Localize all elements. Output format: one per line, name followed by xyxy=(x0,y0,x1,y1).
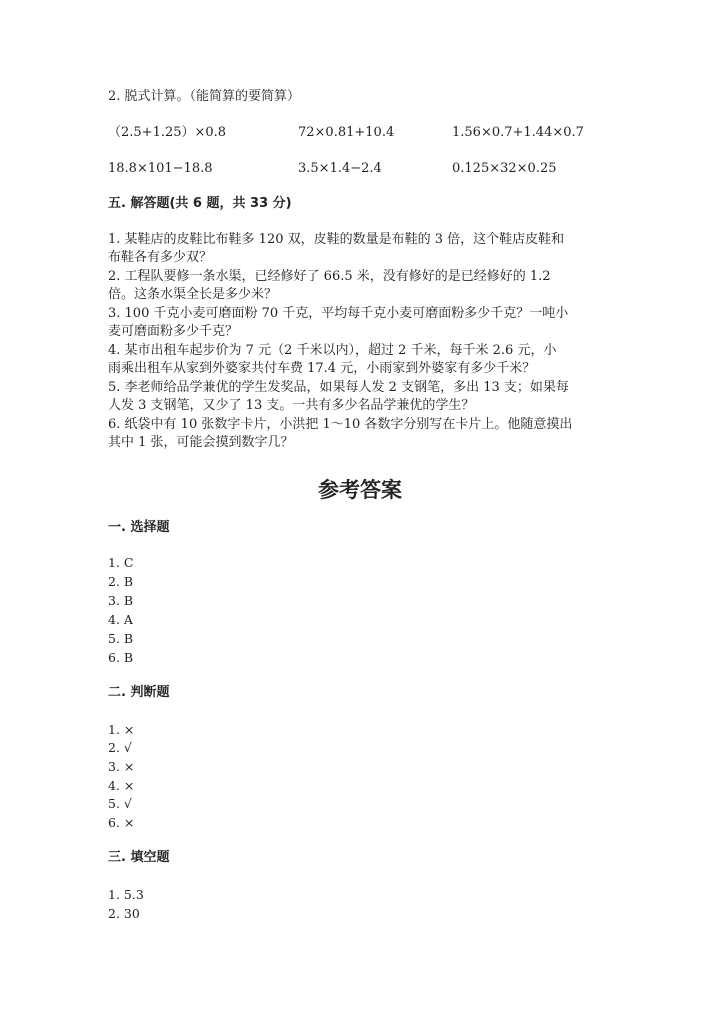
answer-item: 6. B xyxy=(108,650,134,665)
problem-line: 倍。这条水渠全长是多少米？ xyxy=(108,287,278,302)
calc-expression: （2.5+1.25）×0.8 xyxy=(108,125,227,140)
answer-item: 6. × xyxy=(108,815,135,830)
answer-item: 5. √ xyxy=(108,796,132,811)
problem-line: 4. 某市出租车起步价为 7 元（2 千米以内），超过 2 千米，每千米 2.6 元，小 xyxy=(108,343,557,358)
section-heading: 五. 解答题(共 6 题，共 33 分) xyxy=(108,196,292,211)
answer-key-title: 参考答案 xyxy=(318,478,402,502)
calc-expression: 0.125×32×0.25 xyxy=(452,161,557,176)
problem-line: 人发 3 支钢笔，又少了 13 支。一共有多少名品学兼优的学生？ xyxy=(108,398,475,413)
problem-line: 3. 100 千克小麦可磨面粉 70 千克，平均每千克小麦可磨面粉多少千克？一吨小 xyxy=(108,306,569,321)
section-heading: 三. 填空题 xyxy=(108,850,170,865)
calc-expression: 72×0.81+10.4 xyxy=(298,125,395,140)
answer-item: 2. 30 xyxy=(108,906,140,921)
calc-expression: 1.56×0.7+1.44×0.7 xyxy=(452,125,584,140)
problem-line: 布鞋各有多少双？ xyxy=(108,250,213,265)
answer-item: 2. √ xyxy=(108,740,132,755)
problem-line: 1. 某鞋店的皮鞋比布鞋多 120 双，皮鞋的数量是布鞋的 3 倍，这个鞋店皮鞋和 xyxy=(108,232,565,247)
section-heading: 一. 选择题 xyxy=(108,520,170,535)
problem-line: 麦可磨面粉多少千克？ xyxy=(108,324,239,339)
problem-line: 5. 李老师给品学兼优的学生发奖品，如果每人发 2 支钢笔，多出 13 支；如果每 xyxy=(108,380,569,395)
answer-item: 1. 5.3 xyxy=(108,887,144,902)
answer-item: 4. × xyxy=(108,778,135,793)
answer-item: 5. B xyxy=(108,631,134,646)
answer-item: 3. B xyxy=(108,593,134,608)
problem-line: 6. 纸袋中有 10 张数字卡片，小洪把 1～10 各数字分别写在卡片上。他随意摸出 xyxy=(108,417,573,432)
problem-line: 雨乘出租车从家到外婆家共付车费 17.4 元，小雨家到外婆家有多少千米？ xyxy=(108,361,536,376)
answer-item: 2. B xyxy=(108,574,134,589)
calc-expression: 3.5×1.4−2.4 xyxy=(298,161,382,176)
calc-heading: 2. 脱式计算。（能简算的要简算） xyxy=(108,89,301,104)
answer-item: 3. × xyxy=(108,759,135,774)
section-heading: 二. 判断题 xyxy=(108,685,170,700)
problem-line: 2. 工程队要修一条水渠，已经修好了 66.5 米，没有修好的是已经修好的 1.2 xyxy=(108,269,551,284)
problem-line: 其中 1 张，可能会摸到数字几？ xyxy=(108,435,294,450)
answer-item: 4. A xyxy=(108,612,133,627)
calc-expression: 18.8×101−18.8 xyxy=(108,161,213,176)
answer-item: 1. × xyxy=(108,722,135,737)
answer-item: 1. C xyxy=(108,555,134,570)
